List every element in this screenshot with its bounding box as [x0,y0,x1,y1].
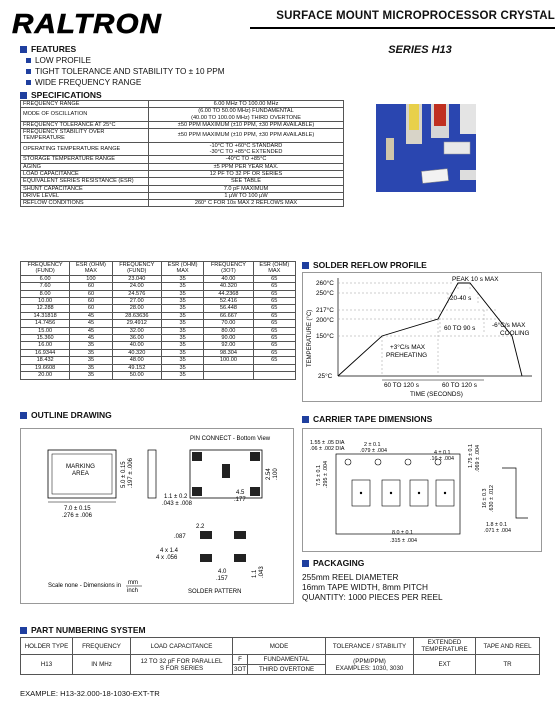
freq-cell: 14.31818 [21,312,70,319]
reflow-label-t2: 60 TO 120 s [442,382,477,389]
freq-cell: 65 [253,357,295,364]
freq-cell [204,364,253,371]
marking-area-label: MARKING [66,463,95,470]
reflow-label-pre2: PREHEATING [386,352,428,359]
pn-header: EXTENDED TEMPERATURE [414,638,476,655]
pn-mode-code: F [233,655,248,665]
tape-dim-2-inch: .079 ± .004 [360,448,387,454]
freq-cell: 35 [70,349,112,356]
table-row [21,275,296,282]
spec-key: REFLOW CONDITIONS [21,200,149,207]
freq-cell: 35 [161,342,203,349]
table-row [21,342,296,349]
table-row [21,283,296,290]
spec-key: STORAGE TEMPERATURE RANGE [21,156,149,163]
freq-header: FREQUENCY (3OT) [204,262,253,276]
tape-dim-5: 16 ± 0.3 [482,488,488,508]
freq-cell: 15.00 [21,327,70,334]
freq-cell: 80.00 [204,327,253,334]
freq-cell: 56.448 [204,305,253,312]
table-row [21,372,296,379]
freq-cell: 24.00 [112,283,161,290]
reflow-label-cool2: COOLING [500,330,530,337]
specifications-heading-label: SPECIFICATIONS [31,90,102,100]
pn-header: FREQUENCY [73,638,131,655]
sp-40-inch: .157 [216,576,228,582]
spec-row [21,178,344,185]
spec-key: FREQUENCY TOLERANCE AT 25°C [21,121,149,128]
reflow-ytick: 25°C [318,373,333,380]
feature-text: TIGHT TOLERANCE AND STABILITY TO ± 10 PPM [35,67,225,76]
pin-connect-label: PIN CONNECT - Bottom View [190,436,271,442]
packaging-line: QUANTITY: 1000 PIECES PER REEL [302,592,443,602]
reflow-heading [302,260,427,270]
spec-value: 1 µW TO 100 µW [149,192,344,199]
freq-cell: 35 [161,349,203,356]
reflow-xlabel: TIME (SECONDS) [410,391,463,398]
freq-cell: 45 [70,327,112,334]
scale-inch: inch [127,588,139,594]
freq-cell: 70.00 [204,320,253,327]
freq-cell: 66.667 [204,312,253,319]
tape-dim-9: .295 ± .004 [323,461,329,488]
reflow-label-t1: 60 TO 120 s [384,382,419,389]
freq-cell: 6.00 [21,275,70,282]
freq-cell [204,372,253,379]
freq-cell: 65 [253,298,295,305]
spec-key: LOAD CAPACITANCE [21,170,149,177]
freq-cell: 65 [253,320,295,327]
tape-dim-6-inch: .315 ± .004 [390,538,417,544]
freq-cell: 65 [253,335,295,342]
sp-40: 4.0 [218,569,227,575]
freq-cell: 35 [161,305,203,312]
tape-dim-1-inch: .06 ± .002 DIA [310,446,345,452]
spec-value: -40°C TO +85°C [149,156,344,163]
freq-cell: 44.2368 [204,290,253,297]
tape-dim-7: 1.8 ± 0.1 [486,522,507,528]
freq-cell: 35 [161,312,203,319]
tape-dim-5-inch: .630 ± .012 [489,485,495,512]
feature-item [20,55,225,66]
freq-cell: 35 [161,290,203,297]
freq-cell: 45 [70,320,112,327]
table-row [21,335,296,342]
freq-cell: 28.00 [112,305,161,312]
pn-header: MODE [233,638,326,655]
freq-cell: 35 [161,364,203,371]
tape-dim-1: 1.55 ± .05 DIA [310,440,345,446]
pn-mode-desc: FUNDAMENTAL [248,655,326,665]
specifications-heading [20,90,102,100]
square-bullet-icon [302,560,309,567]
freq-cell: 18.432 [21,357,70,364]
square-bullet-icon [302,262,309,269]
freq-cell: 35 [161,298,203,305]
freq-cell: 65 [253,283,295,290]
freq-cell: 50.00 [112,372,161,379]
freq-cell: 29.4912 [112,320,161,327]
packaging-details [302,572,443,602]
square-bullet-icon [20,412,27,419]
table-row [21,327,296,334]
freq-cell: 12.288 [21,305,70,312]
dim-thickness-inch: .043 ± .008 [162,501,192,507]
square-bullet-icon [26,80,31,85]
spec-value: ±50 PPM MAXIMUM (±10 PPM, ±30 PPM AVAILABLE) [149,121,344,128]
scale-mm: mm [128,580,138,586]
part-numbering-table [20,637,540,675]
spec-row [21,101,344,108]
dim-45-inch: .177 [234,497,246,503]
spec-value: 6.00 MHz TO 100.00 MHz [149,101,344,108]
freq-cell: 20.00 [21,372,70,379]
packaging-line: 16mm TAPE WIDTH, 8mm PITCH [302,582,428,592]
freq-cell: 60 [70,305,112,312]
part-numbering-heading [20,625,146,635]
table-row [21,312,296,319]
spec-value: SEE TABLE [149,178,344,185]
pn-tape: TR [476,655,540,675]
reflow-label-2040: 20-40 s [450,295,472,302]
freq-cell: 40.00 [204,275,253,282]
dim-254-inch: .100 [273,468,279,480]
freq-header: ESR (OHM) MAX [70,262,112,276]
freq-cell: 65 [253,312,295,319]
carrier-heading [302,414,432,424]
solder-pattern-label: SOLDER PATTERN [188,589,242,595]
freq-cell: 65 [253,305,295,312]
freq-cell: 98.304 [204,349,253,356]
square-bullet-icon [20,92,27,99]
pn-tolerance: (PPM/PPM) EXAMPLES: 1030, 3030 [326,655,414,675]
freq-cell: 32.00 [112,327,161,334]
freq-cell: 35 [70,342,112,349]
tape-dim-2: 2 ± 0.1 [364,442,381,448]
freq-cell [253,364,295,371]
reflow-heading-label: SOLDER REFLOW PROFILE [313,260,427,270]
square-bullet-icon [20,627,27,634]
sp-11-inch: .043 [259,566,265,578]
freq-cell: 24.576 [112,290,161,297]
freq-cell: 35 [161,320,203,327]
square-bullet-icon [20,46,27,53]
spec-key: FREQUENCY STABILITY OVER TEMPERATURE [21,129,149,143]
carrier-tape-drawing [302,428,542,552]
freq-cell: 45 [70,312,112,319]
raltron-logo [12,8,162,38]
spec-row [21,192,344,199]
reflow-ytick: 217°C [316,307,334,314]
series-name: SERIES H13 [388,44,452,56]
freq-cell: 40.00 [112,342,161,349]
spec-row [21,200,344,207]
packaging-heading [302,558,364,568]
table-row [21,357,296,364]
freq-cell: 7.60 [21,283,70,290]
pn-header: TOLERANCE / STABILITY [326,638,414,655]
spec-row [21,108,344,122]
reflow-label-6090: 60 TO 90 s [444,325,476,332]
freq-cell: 19.6608 [21,364,70,371]
reflow-ytick: 260°C [316,280,334,287]
freq-cell [253,372,295,379]
spec-row [21,129,344,143]
reflow-profile-chart [302,272,542,402]
feature-text: WIDE FREQUENCY RANGE [35,78,142,87]
freq-cell: 14.7456 [21,320,70,327]
dim-width: 7.0 ± 0.15 [64,506,91,512]
freq-cell: 35 [70,357,112,364]
freq-header: FREQUENCY (FUND) [112,262,161,276]
dim-thickness: 1.1 ± 0.2 [164,494,188,500]
freq-cell: 60 [70,290,112,297]
dim-height-inch: .197 ± .006 [128,458,134,488]
feature-text: LOW PROFILE [35,56,91,65]
freq-cell: 60 [70,283,112,290]
freq-header: ESR (OHM) MAX [161,262,203,276]
table-row [21,349,296,356]
feature-item [20,66,225,77]
spec-key: FREQUENCY RANGE [21,101,149,108]
freq-cell: 90.00 [204,335,253,342]
freq-cell: 23.040 [112,275,161,282]
spec-value: 260° C FOR 10s MAX 2 REFLOWS MAX [149,200,344,207]
reflow-ytick: 200°C [316,317,334,324]
spec-key: AGING [21,163,149,170]
freq-cell: 36.00 [112,335,161,342]
reflow-label-cool1: -6°C/s MAX [492,322,526,329]
spec-value: ±50 PPM MAXIMUM (±10 PPM, ±30 PPM AVAILABLE) [149,129,344,143]
freq-cell: 16.00 [21,342,70,349]
features-heading [20,44,76,54]
freq-cell: 35 [161,283,203,290]
pn-holder: H13 [21,655,73,675]
spec-key: MODE OF OSCILLATION [21,108,149,122]
outline-drawing [20,428,294,604]
freq-cell: 28.63636 [112,312,161,319]
tape-dim-8: 7.5 ± 0.1 [316,465,322,486]
pn-mode-desc: THIRD OVERTONE [248,665,326,675]
packaging-heading-label: PACKAGING [313,558,365,568]
freq-cell: 15.360 [21,335,70,342]
spec-value: -10°C TO +60°C STANDARD -30°C TO +85°C EXTENDED [149,142,344,156]
freq-cell: 40.320 [112,349,161,356]
freq-cell: 100.00 [204,357,253,364]
table-row [21,290,296,297]
square-bullet-icon [26,58,31,63]
freq-cell: 35 [161,327,203,334]
pn-header: LOAD CAPACITANCE [131,638,233,655]
freq-cell: 10.00 [21,298,70,305]
sp-11: 1.1 [252,569,258,578]
tape-dim-7-inch: .071 ± .004 [484,528,511,534]
freq-cell: 92.00 [204,342,253,349]
tape-dim-6: 8.0 ± 0.1 [392,530,413,536]
spec-value: ±5 PPM PER YEAR MAX. [149,163,344,170]
freq-cell: 45 [70,335,112,342]
esr-frequency-table [20,261,296,380]
outline-heading [20,410,112,420]
spec-key: DRIVE LEVEL [21,192,149,199]
tape-dim-4: 1.75 ± 0.1 [468,444,474,468]
page-title: SURFACE MOUNT MICROPROCESSOR CRYSTAL [276,10,555,22]
dim-height: 5.0 ± 0.15 [121,461,127,488]
sp-4x14: 4 x 1.4 [160,548,179,554]
reflow-label-peak: PEAK 10 s MAX [452,276,499,283]
freq-cell: 35 [161,275,203,282]
brand-name: RALTRON [12,8,162,38]
dim-width-inch: .276 ± .006 [62,513,92,519]
feature-item [20,77,225,88]
freq-cell: 65 [253,327,295,334]
part-numbering-heading-label: PART NUMBERING SYSTEM [31,625,146,635]
product-photo [376,104,476,192]
freq-header: FREQUENCY (FUND) [21,262,70,276]
dim-45: 4.5 [236,490,245,496]
carrier-heading-label: CARRIER TAPE DIMENSIONS [313,414,433,424]
sp-22-inch: .087 [174,534,186,540]
tape-dim-3-inch: .16 ± .004 [430,456,454,462]
features-list [20,55,225,88]
marking-area-label: AREA [72,470,89,477]
reflow-label-pre1: +3°C/s MAX [390,344,426,351]
freq-cell: 48.00 [112,357,161,364]
freq-cell: 35 [161,372,203,379]
features-heading-label: FEATURES [31,44,77,54]
spec-value: (6.00 TO 50.00 MHz) FUNDAMENTAL (40.00 TO 100.00 MHz) THIRD OVERTONE [149,108,344,122]
outline-heading-label: OUTLINE DRAWING [31,410,112,420]
freq-cell: 16.9344 [21,349,70,356]
spec-row [21,163,344,170]
spec-value: 7.0 pF MAXIMUM [149,185,344,192]
reflow-ytick: 250°C [316,290,334,297]
part-number-example: EXAMPLE: H13-32.000-18-1030-EXT-TR [20,689,160,698]
square-bullet-icon [302,416,309,423]
pn-load: 12 TO 32 pF FOR PARALLEL S FOR SERIES [131,655,233,675]
table-row [21,305,296,312]
freq-cell: 52.416 [204,298,253,305]
tape-dim-4-inch: .069 ± .004 [475,445,481,472]
freq-cell: 27.00 [112,298,161,305]
freq-cell: 100 [70,275,112,282]
freq-cell: 35 [161,357,203,364]
dim-254: 2.54 [266,468,272,480]
freq-cell: 65 [253,275,295,282]
table-row [21,364,296,371]
sp-4x14-inch: 4 x .056 [156,555,178,561]
pn-header: HOLDER TYPE [21,638,73,655]
freq-cell: 40.320 [204,283,253,290]
spec-row [21,142,344,156]
freq-cell: 60 [70,298,112,305]
packaging-line: 255mm REEL DIAMETER [302,572,399,582]
table-row [21,320,296,327]
specifications-table [20,100,344,207]
spec-key: SHUNT CAPACITANCE [21,185,149,192]
tape-dim-3: 4 ± 0.1 [434,450,451,456]
pn-mode-code: 3OT [234,666,247,673]
freq-cell: 65 [253,349,295,356]
table-row [21,298,296,305]
reflow-ytick: 150°C [316,333,334,340]
sp-22: 2.2 [196,524,205,530]
spec-row [21,185,344,192]
spec-key: EQUIVALENT SERIES RESISTANCE (ESR) [21,178,149,185]
pn-header: TAPE AND REEL [476,638,540,655]
reflow-ylabel: TEMPERATURE (°C) [307,309,313,367]
spec-row [21,156,344,163]
freq-cell: 8.00 [21,290,70,297]
header-rule [250,27,555,29]
spec-row [21,121,344,128]
spec-row [21,170,344,177]
crystal-photo-illustration [376,104,476,192]
spec-value: 12 PF TO 32 PF OR SERIES [149,170,344,177]
pn-frequency: IN MHz [73,655,131,675]
pn-extended: EXT [414,655,476,675]
freq-cell: 65 [253,342,295,349]
scale-note: Scale none - Dimensions in [48,583,122,589]
square-bullet-icon [26,69,31,74]
freq-cell: 35 [70,372,112,379]
freq-header: ESR (OHM) MAX [253,262,295,276]
freq-cell: 35 [161,335,203,342]
freq-cell: 35 [70,364,112,371]
freq-cell: 65 [253,290,295,297]
spec-key: OPERATING TEMPERATURE RANGE [21,142,149,156]
freq-cell: 49.152 [112,364,161,371]
